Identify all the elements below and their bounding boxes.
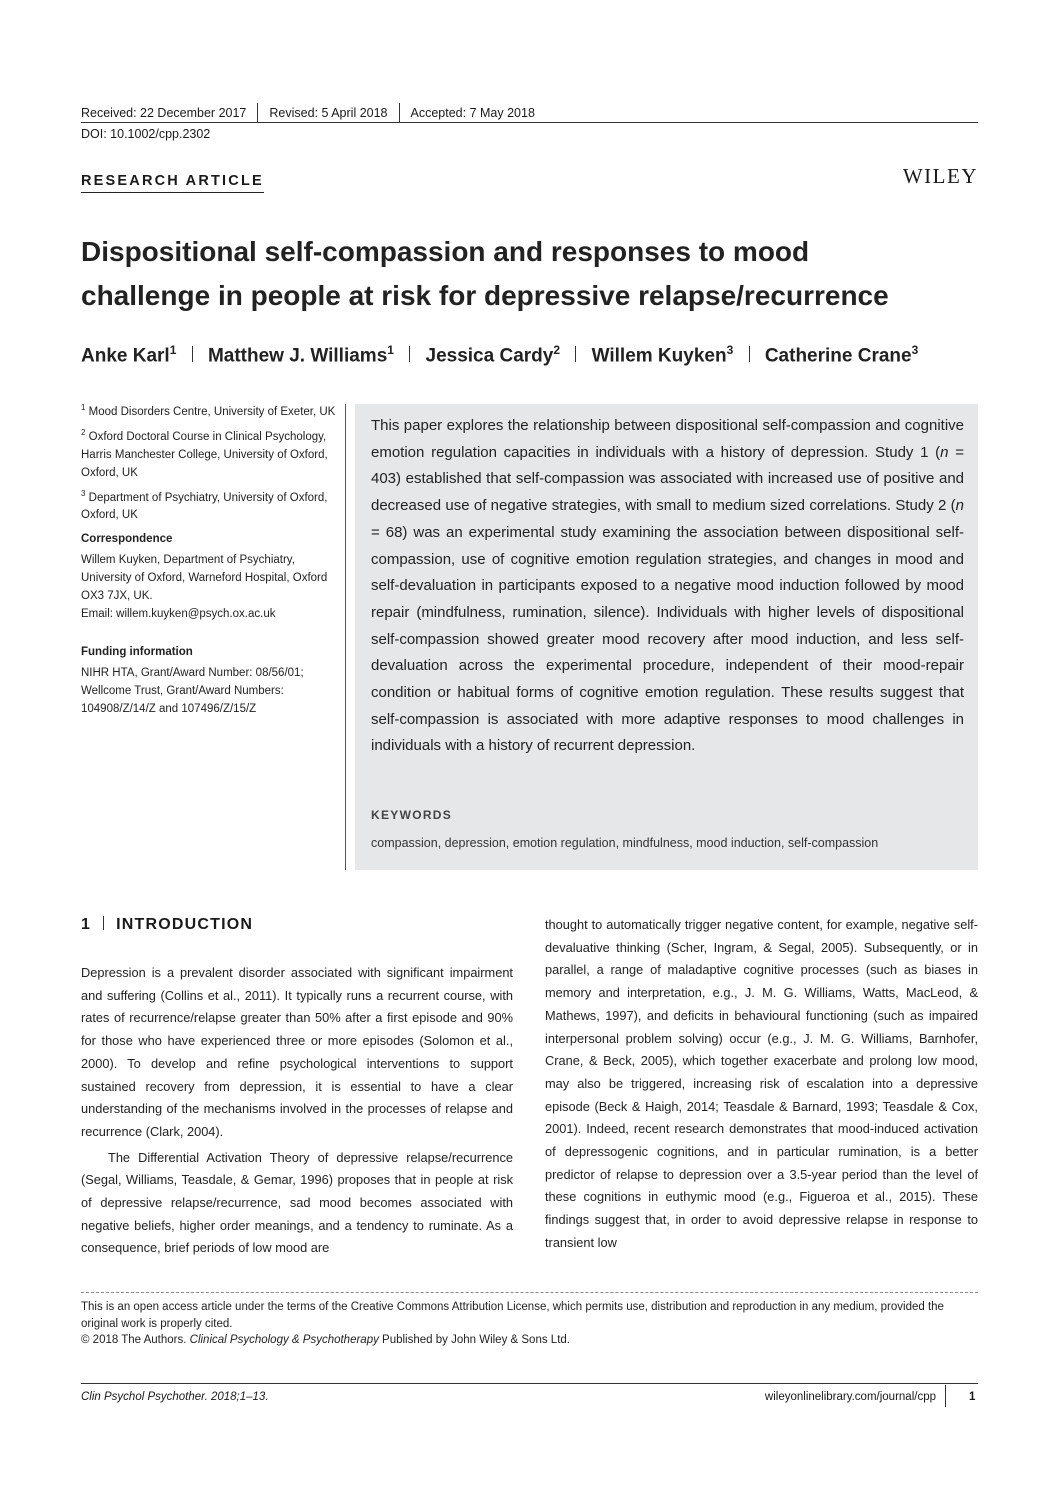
body-paragraph: The Differential Activation Theory of depressive relapse/recurrence (Segal, Williams, Teasdale, & Gemar, 1996) proposes that in people at risk of depressive relapse/recurrence, sad mood becomes associated with negative beliefs, higher order meanings, and a tendency to ruminate. As a consequence, brief periods of low mood are [81,1149,513,1256]
funding-block [81,643,343,718]
copyright-text: Published by John Wiley & Sons Ltd. [378,1334,570,1346]
page-number: 1 [969,1391,976,1403]
section-number: 1 [81,916,92,933]
abstract-text-part: = 403) established that self-compassion was associated with increased use of positive and decreased use of negative strategies, with small to medium sized correlations. Study 2 ( [371,443,964,515]
article-title [81,230,981,318]
body-column-left [81,962,513,1262]
accepted-date: Accepted: 7 May 2018 [410,106,535,120]
author-affiliation-num: 3 [726,343,734,357]
funding-text: NIHR HTA, Grant/Award Number: 08/56/01; Wellcome Trust, Grant/Award Numbers: 104908/Z/14/Z and 107496/Z/15/Z [81,667,304,716]
author-list [81,343,918,367]
section-separator [103,916,104,930]
affiliation [81,424,343,482]
license-text: This is an open access article under the terms of the Creative Commons Attribution License, which permits use, distribution and reproduction in any medium, provided the original work is properly cited. [81,1301,944,1330]
correspondence-text [81,551,343,623]
license-note [81,1299,978,1349]
affiliation [81,485,343,525]
correspondence-address: Willem Kuyken, Department of Psychiatry, University of Oxford, Warneford Hospital, Oxford OX3 7JX, UK. [81,554,328,603]
doi[interactable]: DOI: 10.1002/cpp.2302 [81,127,211,141]
received-date: Received: 22 December 2017 [81,106,247,120]
header-rule [81,122,978,123]
author-name[interactable]: Jessica Cardy [425,345,554,367]
affiliation-text: Mood Disorders Centre, University of Exeter, UK [88,405,336,418]
author-name[interactable]: Anke Karl [81,345,170,367]
affiliation-num: 1 [81,403,86,412]
footer-rule [81,1383,978,1384]
title-line-1: Dispositional self-compassion and responses to mood [81,236,810,267]
revised-date: Revised: 5 April 2018 [269,106,388,120]
abstract [371,413,964,760]
copyright-line [81,1332,978,1349]
keywords-label: KEYWORDS [371,808,453,822]
date-separator [399,103,400,123]
article-type: RESEARCH ARTICLE [81,173,264,193]
copyright-journal: Clinical Psychology & Psychotherapy [189,1334,379,1346]
affiliation [81,399,343,421]
correspondence-label: Correspondence [81,533,173,546]
author-separator [575,346,576,362]
date-separator [257,103,258,123]
copyright-text: © 2018 The Authors. [81,1334,190,1346]
body-column-right [545,914,978,1262]
dates-line [81,103,535,123]
body-paragraph: thought to automatically trigger negative content, for example, negative self-devaluative thinking (Scher, Ingram, & Segal, 2005). Subsequently, or in parallel, a range of maladaptive cognitive processes (such as biases in memory and interpretation, e.g., J. M. G. Williams, Watts, MacLeod, & Mathews, 1997), and deficits in behavioural functioning (such as impaired interpersonal problem solving) occur (e.g., J. M. G. Williams, Barnhofer, Crane, & Beck, 2005), which together exacerbate and prolong low mood, may also be triggered, increasing risk of escalation into a depressive episode (Beck & Haigh, 2014; Teasdale & Barnard, 1993; Teasdale & Cox, 2001). Indeed, recent research demonstrates that mood-induced activation of depressogenic cognitions, and in particular rumination, is a better predictor of relapse to depression over a 3.5-year period than the level of these cognitions in euthymic mood (e.g., Figueroa et al., 2015). These findings suggest that, in order to avoid depressive relapse in response to transient low [545,917,978,1250]
author-separator [192,346,193,362]
abstract-text-part: This paper explores the relationship between dispositional self-compassion and cognitive emotion regulation capacities in individuals with a history of depression. Study 1 ( [371,417,964,461]
body-paragraph: Depression is a prevalent disorder associated with significant impairment and suffering (Collins et al., 2011). It typically runs a recurrent course, with rates of recurrence/relapse greater than 50% after a first episode and 90% for those who have experienced three or more episodes (Solomon et al., 2000). To develop and refine psychological interventions to support sustained recovery from depression, it is essential to have a clear understanding of the mechanisms involved in the processes of relapse and recurrence (Clark, 2004). [81,965,513,1139]
keywords-list: compassion, depression, emotion regulation, mindfulness, mood induction, self-compassion [371,836,879,850]
affiliation-num: 3 [81,488,86,498]
author-affiliation-num: 3 [911,343,919,357]
abstract-n-symbol: n [940,443,949,461]
correspondence-email[interactable]: Email: willem.kuyken@psych.ox.ac.uk [81,608,276,621]
section-heading [81,916,253,934]
author-affiliation-num: 2 [553,343,561,357]
publisher-logo: WILEY [902,164,978,188]
abstract-n-symbol: n [955,497,964,515]
author-separator [749,346,750,362]
author-name[interactable]: Catherine Crane [764,345,912,367]
section-title: INTRODUCTION [116,916,254,933]
footer-separator [945,1385,946,1407]
affiliation-num: 2 [81,427,86,437]
author-affiliation-num: 1 [387,343,394,357]
author-separator [409,346,410,362]
title-line-2: challenge in people at risk for depressive relapse/recurrence [81,280,889,311]
info-divider [345,404,346,870]
journal-url[interactable]: wileyonlinelibrary.com/journal/cpp [764,1391,936,1403]
affiliation-text: Oxford Doctoral Course in Clinical Psychology, Harris Manchester College, University of Oxford, Oxford, UK [81,430,328,479]
author-name[interactable]: Matthew J. Williams [207,345,388,367]
footnote-divider [81,1292,978,1293]
abstract-text-part: = 68) was an experimental study examining the association between dispositional self-compassion, use of cognitive emotion regulation strategies, and changes in mood and self-devaluation in participants exposed to a negative mood induction followed by mood repair (mindfulness, rumination, silence). Individuals with higher levels of dispositional self-compassion showed greater mood recovery after mood induction, and less self-devaluation across the experimental procedure, independent of their mood-repair condition or habitual forms of cognitive emotion regulation. These results suggest that self-compassion is associated with more adaptive responses to mood challenges in individuals with a history of recurrent depression. [371,523,964,755]
journal-reference: Clin Psychol Psychother. 2018;1–13. [81,1391,269,1403]
article-info [81,399,343,721]
funding-label: Funding information [81,646,193,659]
affiliation-text: Department of Psychiatry, University of Oxford, Oxford, UK [81,491,328,522]
author-name[interactable]: Willem Kuyken [591,345,727,367]
author-affiliation-num: 1 [169,343,177,357]
